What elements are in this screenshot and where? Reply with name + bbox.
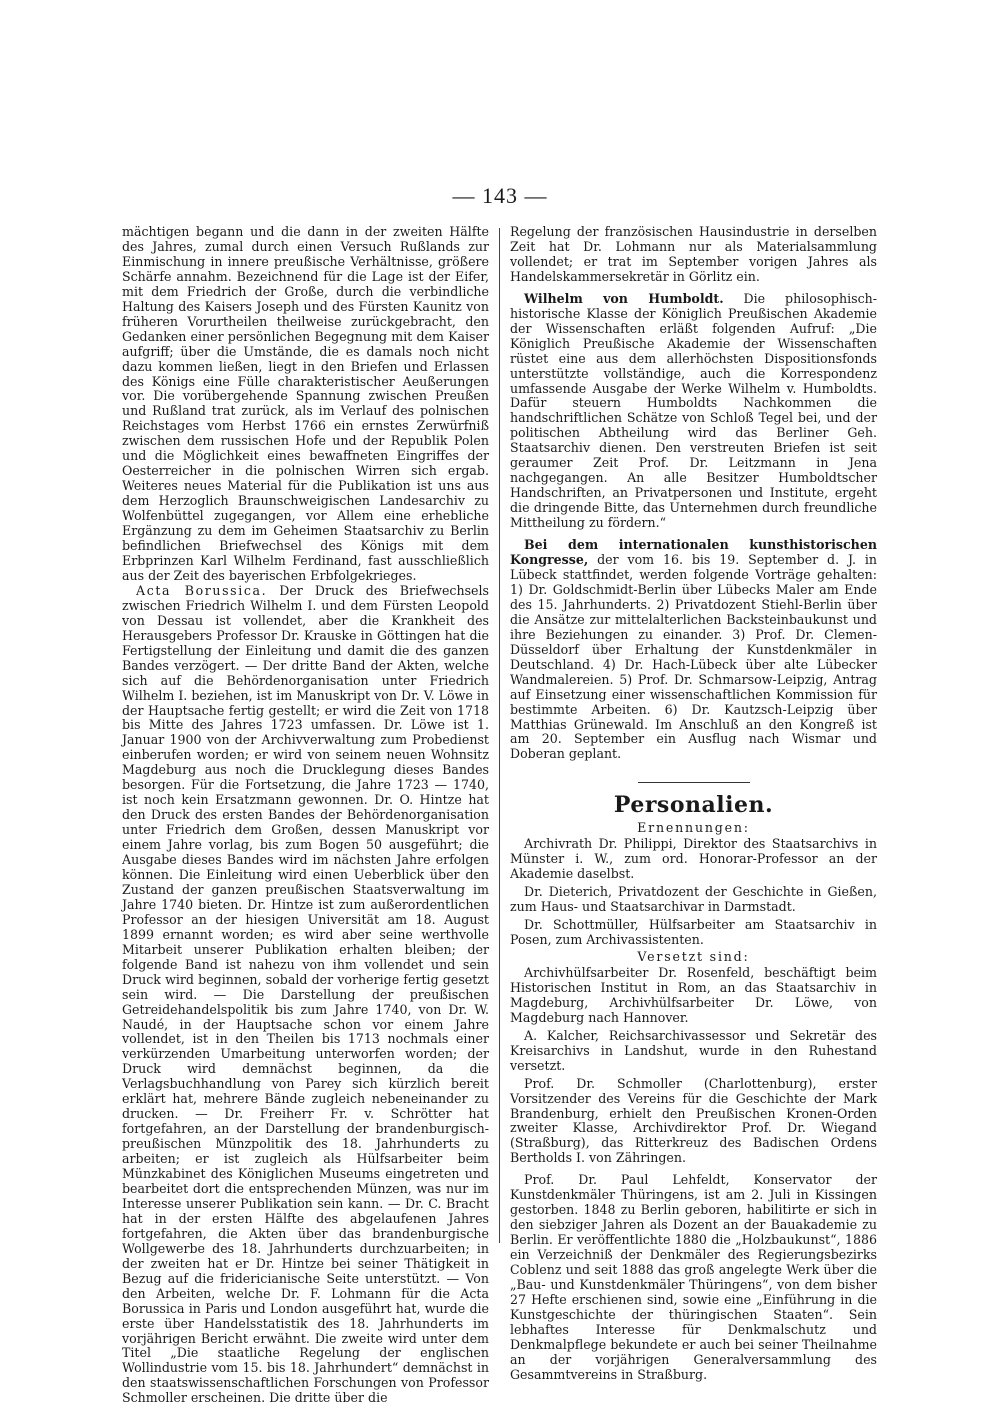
page-number: — 143 — (452, 183, 548, 208)
kongress-text: der vom 16. bis 19. September d. J. in Lübeck stattfindet, werden folgende Vorträge gehalten: 1) Dr. Goldschmidt-Berlin über Lübecks Maler am Ende des 15. Jahrhunderts. 2) Privatdozent Stiehl-Berlin über die Ansätze zur mittelalterlichen Backsteinbaukunst und ihre Beziehungen zu einander. 3) Prof. Dr. Clemen-Düsseldorf über Erhaltung der Kunstdenkmäler in Deutschland. 4) Dr. Hach-Lübeck über alte Lübecker Wandmalereien. 5) Prof. Dr. Schmarsow-Leipzig, Antrag auf Einsetzung einer wissenschaftlichen Kommission für bestimmte Arbeiten. 6) Dr. Kautzsch-Leipzig über Matthias Grünewald. Im Anschluß an den Kongreß ist am 20. September ein Ausflug nach Wismar und Doberan geplant. (510, 552, 877, 762)
humboldt-text: Die philosophisch-historische Klasse der Königlich Preußischen Akademie der Wissenschaften erläßt folgenden Aufruf: „Die Königlich Preußische Akademie der Wissenschaften rüstet eine aus dem allerhöchsten Dispositionsfonds unterstützte vollständige, auch die Korrespondenz umfassende Ausgabe der Werke Wilhelm v. Humboldts. Dafür steuern Humboldts Nachkommen die handschriftlichen Schätze von Schloß Tegel bei, und der politischen Abtheilung wird das Berliner Geh. Staatsarchiv dienen. Den verstreuten Briefen ist seit geraumer Zeit Prof. Dr. Leitzmann in Jena nachgegangen. An alle Besitzer Humboldtscher Handschriften, an Privatpersonen und Institute, ergeht die dringende Bitte, das Unternehmen durch freundliche Mittheilung zu fördern.“ (510, 290, 877, 531)
acta-borussica-text: Der Druck des Briefwechsels zwischen Friedrich Wilhelm I. und dem Fürsten Leopold von Dessau ist vollendet, aber die Krankheit des Herausgebers Professor Dr. Krauske in Göttingen hat die Fertigstellung der Einleitung und damit die des ganzen Bandes verzögert. — Der dritte Band der Akten, welche sich auf die Behördenorganisation unter Friedrich Wilhelm I. beziehen, ist im Manuskript von Dr. V. Löwe in der Hauptsache fertig gestellt; er wird die Zeit von 1718 bis Mitte des Jahres 1723 umfassen. Dr. Löwe ist 1. Januar 1900 von der Archivverwaltung zum Probedienst einberufen worden; er wird von seinem neuen Wohnsitz Magdeburg aus noch die Drucklegung dieses Bandes besorgen. Für die Fortsetzung, die Jahre 1723 — 1740, ist noch kein Ersatzmann gewonnen. Dr. O. Hintze hat den Druck des ersten Bandes der Behördenorganisation unter Friedrich dem Großen, dessen Manuskript vor einem Jahre vorlag, bis zum Bogen 50 ausgeführt; die Ausgabe dieses Bandes wird im nächsten Jahre erfolgen können. Die Einleitung wird einen Ueberblick über den Zustand der ganzen preußischen Staatsverwaltung im Jahre 1740 bieten. Dr. Hintze ist zum außerordentlichen Professor an der hiesigen Universität am 18. August 1899 ernannt worden; es wird aber seine werthvolle Mitarbeit unserer Publikation erhalten bleiben; der folgende Band ist nahezu von ihm vollendet und sein Druck wird beginnen, sobald der vorherige fertig gesetzt sein wird. — Die Darstellung der preußischen Getreidehandelspolitik bis zum Jahre 1740, von Dr. W. Naudé, in der Hauptsache schon vor einem Jahre vollendet, ist in den Theilen bis 1713 nochmals einer verkürzenden Umarbeitung unterworfen worden; der Druck wird demnächst beginnen, da die Verlagsbuchhandlung von Parey sich kürzlich bereit erklärt hat, mehrere Bände zugleich nebeneinander zu drucken. — Dr. Freiherr Fr. v. Schrötter hat fortgefahren, an der Darstellung der brandenburgisch-preußischen Münzpolitik des 18. Jahrhunderts zu arbeiten; er ist zugleich als Hülfsarbeiter beim Münzkabinet des Königlichen Museums eingetreten und bearbeitet dort die entsprechenden Münzen, was nur im Interesse unserer Publikation sein kann. — Dr. C. Bracht hat in der ersten Hälfte des abgelaufenen Jahres fortgefahren, die Akten über das brandenburgische Wollgewerbe des 18. Jahrhunderts durchzuarbeiten; in der zweiten hat er Dr. Hintze bei seiner Thätigkeit in Bezug auf die fridericianische Seite unterstützt. — Von den Arbeiten, welche Dr. F. Lohmann für die Acta Borussica in Paris und London ausgeführt hat, wurde die erste über Handelsstatistik des 18. Jahrhunderts im vorjährigen Bericht erwähnt. Die zweite wird unter dem Titel „Die staatliche Regelung der englischen Wollindustrie vom 15. bis 18. Jahrhundert“ demnächst in den staatswissenschaftlichen Forschungen von Professor Schmoller erscheinen. Die dritte über die (122, 582, 489, 1406)
paragraph-kongress (510, 538, 877, 762)
entry-philippi: Archivrath Dr. Philippi, Direktor des Staatsarchivs in Münster i. W., zum ord. Honorar-Professor an der Akademie daselbst. (510, 836, 877, 882)
paragraph-lohmann-continuation: Regelung der französischen Hausindustrie in derselben Zeit hat Dr. Lohmann nur als Materialsammlung vollendet; er trat im September vorigen Jahres als Handelskammersekretär in Görlitz ein. (510, 224, 877, 284)
humboldt-heading: Wilhelm von Humboldt. (524, 290, 724, 306)
right-column (510, 225, 877, 1383)
heading-ernennungen: Ernennungen: (637, 820, 750, 836)
left-column (122, 225, 489, 1406)
acta-borussica-heading: Acta Borussica. (136, 582, 268, 598)
entry-schottmueller: Dr. Schottmüller, Hülfsarbeiter am Staatsarchiv in Posen, zum Archivassistenten. (510, 917, 877, 948)
section-divider (638, 782, 750, 783)
paragraph-friedrich-correspondence: mächtigen begann und die dann in der zweiten Hälfte des Jahres, zumal durch einen Versuch Rußlands zur Einmischung in innere preußische Verhältnisse, größere Schärfe annahm. Bezeichnend für die Lage ist der Eifer, mit dem Friedrich der Große, durch die verbindliche Haltung des Kaisers Joseph und des Fürsten Kaunitz von früheren Vorurtheilen theilweise zurückgebracht, den Gedanken einer persönlichen Begegnung mit dem Kaiser aufgriff; über die Umstände, die es damals noch nicht dazu kommen ließen, liegt in den Briefen und Erlassen des Königs eine Fülle charakteristischer Aeußerungen vor. Die vorübergehende Spannung zwischen Preußen und Rußland trat zurück, als im Verlauf des polnischen Reichstages vom Herbst 1766 ein ernstes Zerwürfniß zwischen dem russischen Hofe und der Republik Polen und die Möglichkeit eines bewaffneten Eingriffes der Oesterreicher in die polnischen Wirren sich ergab. Weiteres neues Material für die Publikation ist uns aus dem Herzoglich Braunschweigischen Landesarchiv zu Wolfenbüttel zugegangen, vor Allem eine erhebliche Ergänzung zu dem im Geheimen Staatsarchiv zu Berlin befindlichen Briefwechsel des Königs mit dem Erbprinzen Karl Wilhelm Ferdinand, fast ausschließlich aus der Zeit des bayerischen Erbfolgekrieges. (122, 224, 489, 583)
column-divider (499, 228, 500, 1243)
paragraph-acta-borussica (122, 584, 489, 1406)
heading-versetzt: Versetzt sind: (637, 948, 750, 964)
section-title-personalien: Personalien. (613, 792, 774, 819)
entry-lehfeldt-obituary: Prof. Dr. Paul Lehfeldt, Konservator der Kunstdenkmäler Thüringens, ist am 2. Juli in Kissingen gestorben. 1848 zu Berlin geboren, habilitirte er sich in den siebziger Jahren als Dozent an der Bauakademie zu Berlin. Er veröffentlichte 1880 die „Holzbaukunst“, 1886 ein Verzeichniß der Denkmäler des Regierungsbezirks Coblenz und seit 1888 das groß angelegte Werk über die „Bau- und Kunstdenkmäler Thüringens“, von dem bisher 27 Hefte erschienen sind, sowie eine „Einführung in die Kunstgeschichte der thüringischen Staaten“. Sein lebhaftes Interesse für Denkmalschutz und Denkmalpflege bekundete er auch bei seiner Theilnahme an der vorjährigen Generalversammlung des Gesammtvereins in Straßburg. (510, 1172, 877, 1382)
kongress-heading: Bei dem internationalen kunsthistorischen Kongresse, (510, 537, 877, 568)
entry-rosenfeld-loewe: Archivhülfsarbeiter Dr. Rosenfeld, beschäftigt beim Historischen Institut in Rom, an das Staatsarchiv in Magdeburg, Archivhülfsarbeiter Dr. Löwe, von Magdeburg nach Hannover. (510, 964, 877, 1025)
entry-kalcher: A. Kalcher, Reichsarchivassessor und Sekretär des Kreisarchivs in Landshut, wurde in den Ruhestand versetzt. (510, 1027, 877, 1073)
entry-schmoller-wiegand: Prof. Dr. Schmoller (Charlottenburg), erster Vorsitzender des Vereins für die Geschichte der Mark Brandenburg, erhielt den Preußischen Kronen-Orden zweiter Klasse, Archivdirektor Prof. Dr. Wiegand (Straßburg), das Ritterkreuz des Badischen Ordens Bertholds I. von Zähringen. (510, 1075, 877, 1166)
paragraph-humboldt (510, 292, 877, 531)
entry-dieterich: Dr. Dieterich, Privatdozent der Geschichte in Gießen, zum Haus- und Staatsarchivar in Darmstadt. (510, 884, 877, 915)
